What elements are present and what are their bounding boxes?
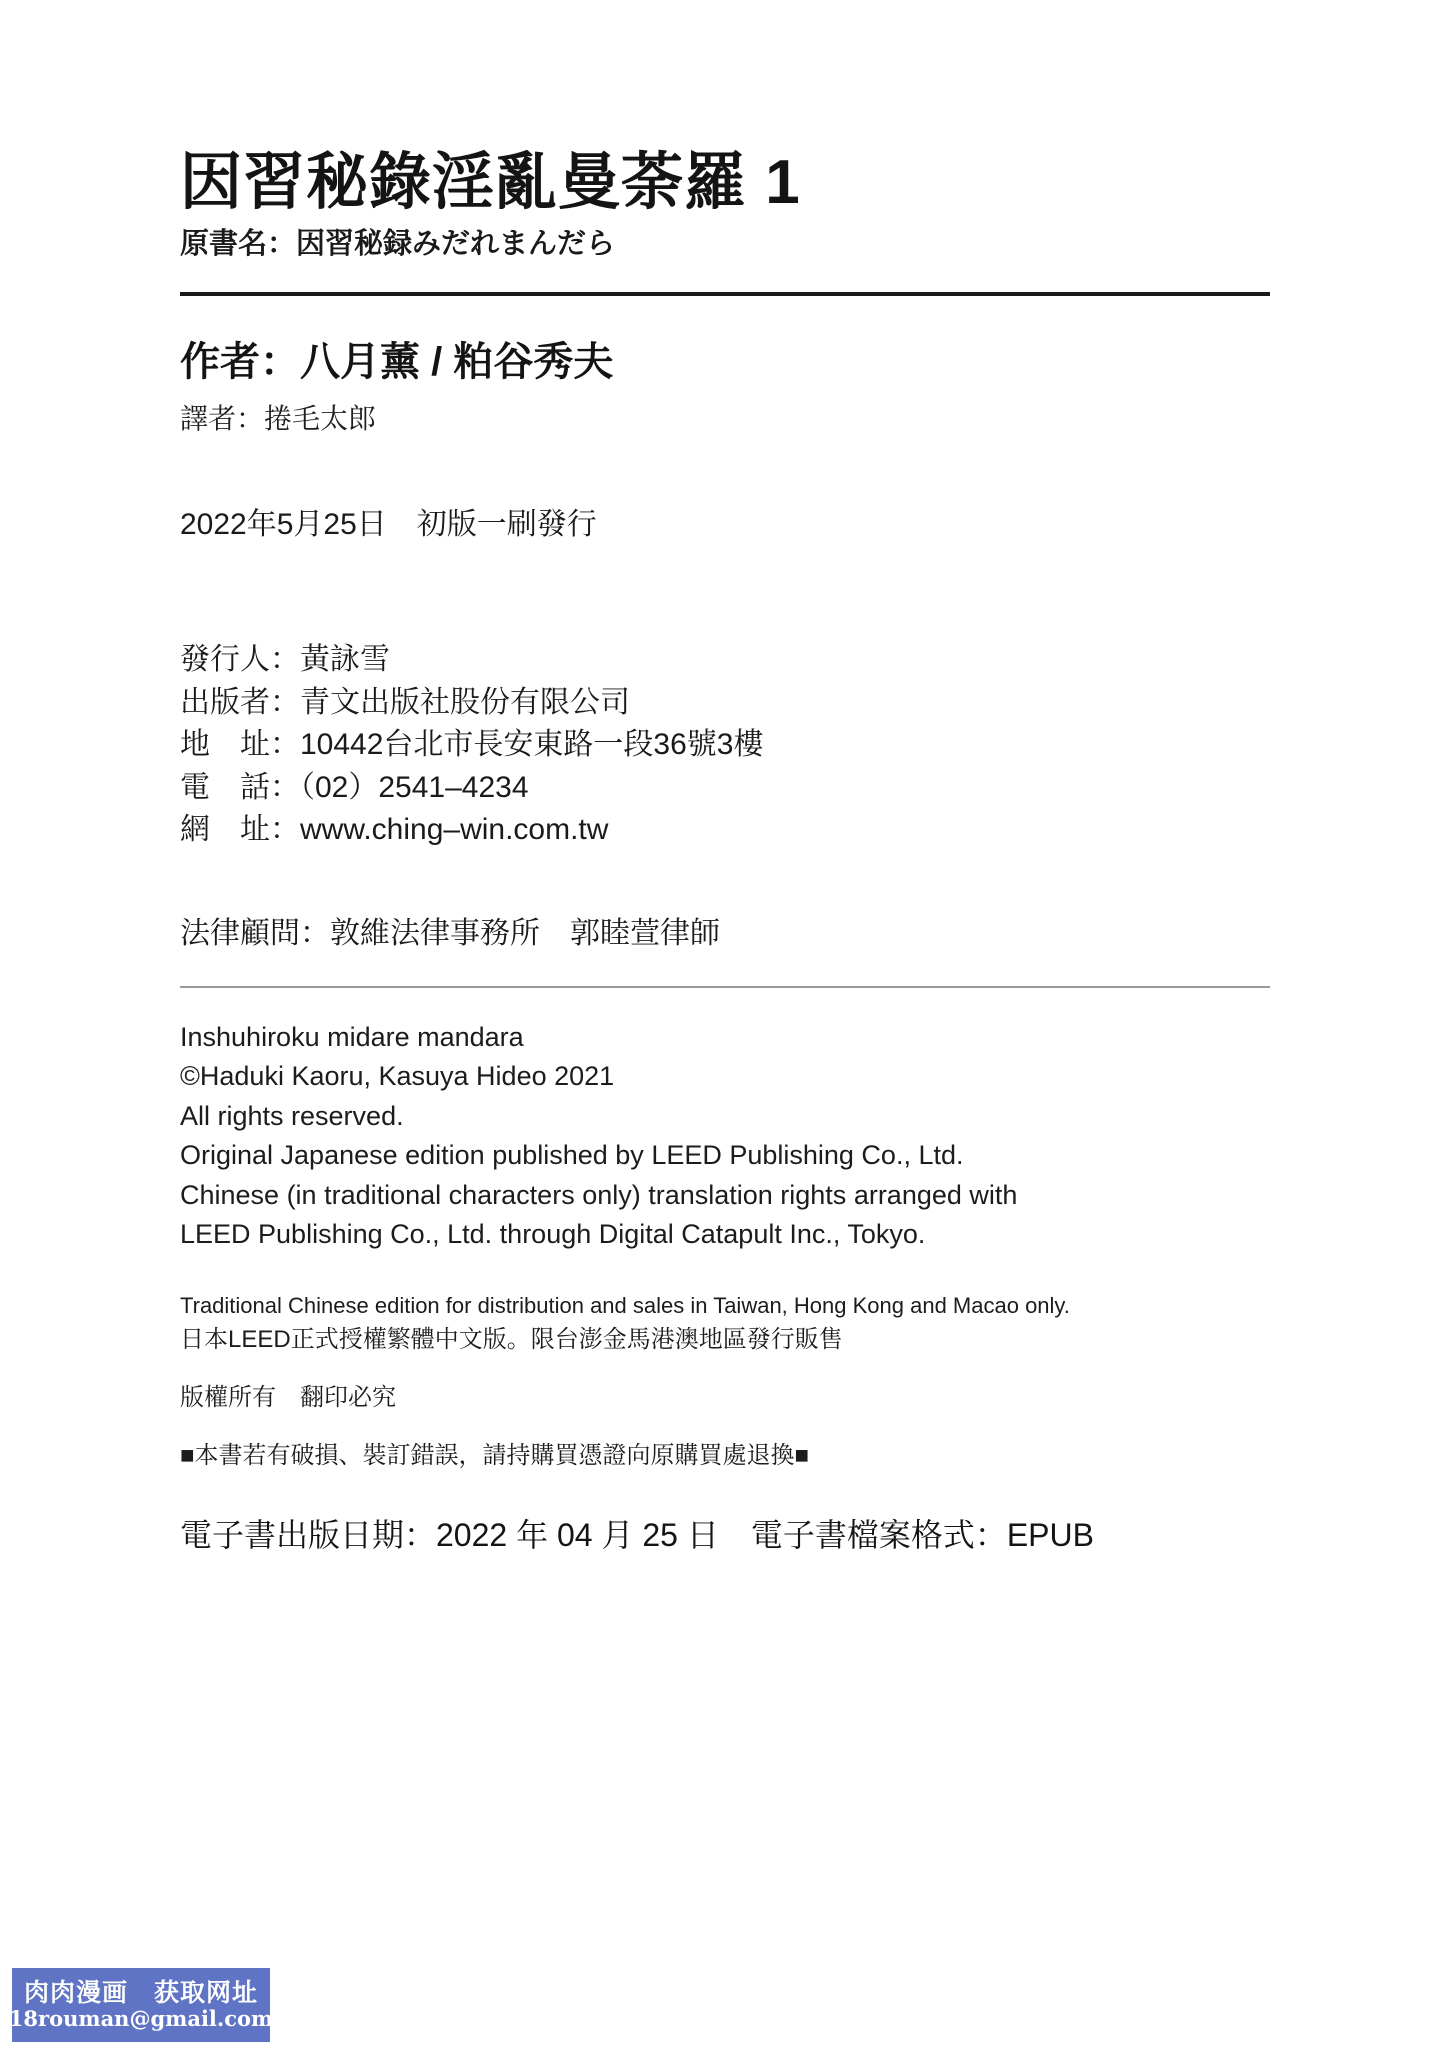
original-title: 原書名：因習秘録みだれまんだら	[180, 228, 616, 261]
watermark-title: 肉肉漫画 获取网址	[23, 1978, 258, 2008]
colophon-content	[180, 150, 1270, 1556]
author-line: 作者：八月薰 / 粕谷秀夫	[180, 340, 614, 385]
watermark-email: 18rouman@gmail.com	[8, 2005, 274, 2031]
copyright-notice: ©Haduki Kaoru, Kasuya Hideo 2021	[180, 1061, 615, 1092]
credits-block	[180, 330, 1270, 543]
publisher-company: 出版者：青文出版社股份有限公司	[180, 685, 630, 719]
publisher-phone: 電 話：（02）2541–4234	[180, 770, 529, 804]
damage-return-notice: ■本書若有破損、裝訂錯誤，請持購買憑證向原購買處退換■	[180, 1441, 809, 1469]
watermark-badge	[8, 1968, 274, 2042]
ebook-publication-line: 電子書出版日期：2022 年 04 月 25 日 電子書檔案格式：EPUB	[180, 1516, 1094, 1553]
page-title: 因習秘錄淫亂曼荼羅 1	[180, 148, 801, 217]
translation-rights-line-1: Chinese (in traditional characters only) translation rights arranged with	[180, 1179, 1018, 1210]
legal-counsel-line: 法律顧問：敦維法律事務所 郭睦萱律師	[180, 917, 720, 951]
english-rights-block	[180, 1018, 1270, 1254]
publisher-website[interactable]: 網 址：www.ching–win.com.tw	[180, 813, 609, 847]
distribution-notice-en: Traditional Chinese edition for distribution and sales in Taiwan, Hong Kong and Macao only.	[180, 1292, 1070, 1318]
romaji-title: Inshuhiroku midare mandara	[180, 1022, 524, 1053]
notice-block	[180, 1289, 1270, 1474]
publisher-address: 地 址：10442台北市長安東路一段36號3樓	[180, 728, 764, 762]
divider-thick	[180, 292, 1270, 296]
publisher-block	[180, 639, 1270, 852]
translation-rights-line-2: LEED Publishing Co., Ltd. through Digital Catapult Inc., Tokyo.	[180, 1219, 926, 1250]
all-rights-reserved: All rights reserved.	[180, 1100, 404, 1131]
translator-line: 譯者：捲毛太郎	[180, 403, 377, 435]
distribution-notice-zh: 日本LEED正式授權繁體中文版。限台澎金馬港澳地區發行販售	[180, 1325, 843, 1353]
publisher-person: 發行人：黃詠雪	[180, 643, 390, 677]
divider-thin	[180, 986, 1270, 988]
title-block	[180, 150, 1270, 262]
release-date-line: 2022年5月25日 初版一刷發行	[180, 508, 597, 542]
original-edition-line: Original Japanese edition published by LEED Publishing Co., Ltd.	[180, 1140, 964, 1171]
copyright-notice-zh: 版權所有 翻印必究	[180, 1383, 396, 1411]
